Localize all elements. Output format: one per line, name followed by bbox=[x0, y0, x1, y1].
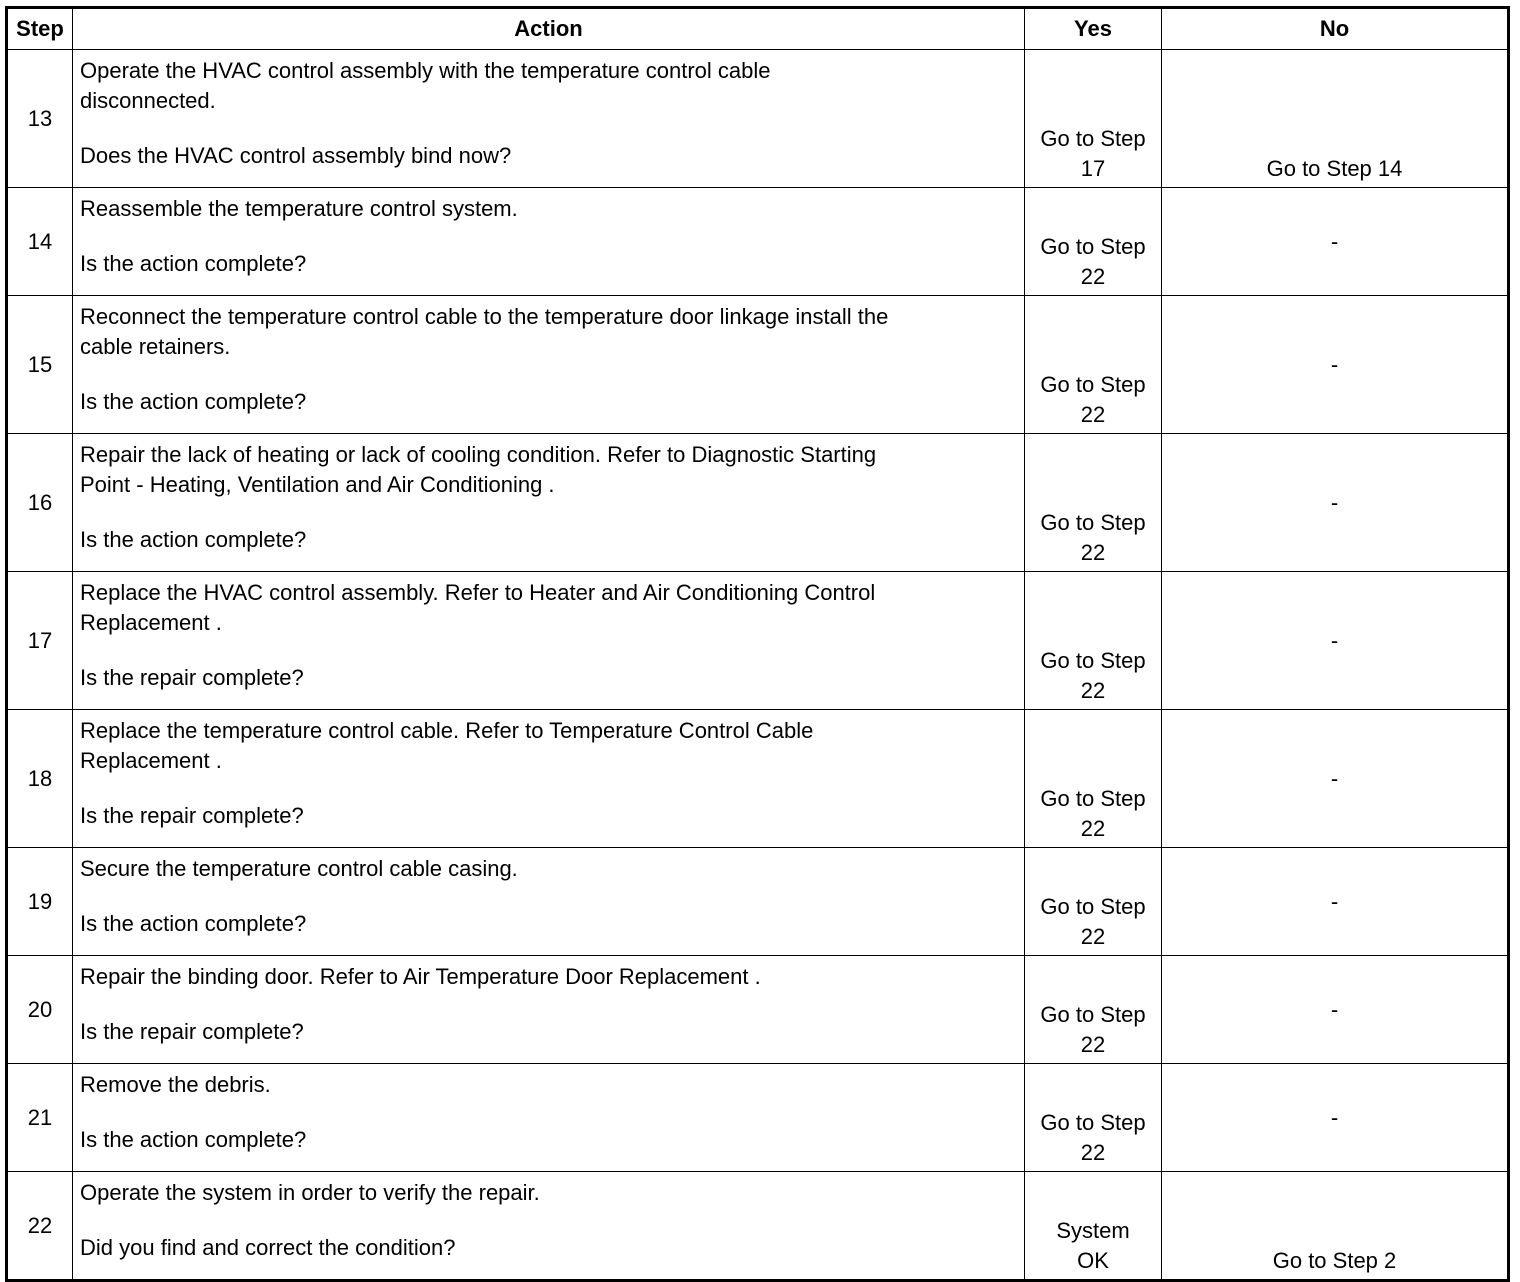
action-question: Is the action complete? bbox=[80, 911, 307, 936]
action-question: Is the repair complete? bbox=[80, 803, 304, 828]
step-number: 18 bbox=[7, 710, 73, 848]
action-instruction: Remove the debris. bbox=[80, 1072, 271, 1097]
action-instruction: Operate the system in order to verify the repair. bbox=[80, 1180, 540, 1205]
action-cell bbox=[73, 1172, 1025, 1281]
yes-cell bbox=[1025, 1172, 1162, 1281]
no-cell: - bbox=[1162, 572, 1509, 710]
no-cell: - bbox=[1162, 710, 1509, 848]
action-cell bbox=[73, 434, 1025, 572]
yes-target: 22 bbox=[1080, 924, 1106, 949]
header-no: No bbox=[1162, 8, 1509, 50]
yes-target: 22 bbox=[1080, 678, 1106, 703]
no-cell: Go to Step 14 bbox=[1162, 50, 1509, 188]
action-instruction: Reconnect the temperature control cable to the temperature door linkage install the cable retainers. bbox=[80, 304, 889, 359]
no-cell: - bbox=[1162, 434, 1509, 572]
table-row bbox=[7, 572, 1509, 710]
yes-label: Go to Step bbox=[1040, 234, 1146, 259]
action-question: Is the repair complete? bbox=[80, 1019, 304, 1044]
no-cell: - bbox=[1162, 1064, 1509, 1172]
yes-target: 22 bbox=[1080, 1032, 1106, 1057]
table-row bbox=[7, 1172, 1509, 1281]
table-row bbox=[7, 710, 1509, 848]
action-question: Did you find and correct the condition? bbox=[80, 1235, 456, 1260]
yes-cell bbox=[1025, 296, 1162, 434]
step-number: 13 bbox=[7, 50, 73, 188]
yes-cell bbox=[1025, 434, 1162, 572]
yes-target: 17 bbox=[1080, 156, 1106, 181]
yes-label: Go to Step bbox=[1040, 1002, 1146, 1027]
yes-cell bbox=[1025, 50, 1162, 188]
yes-target: 22 bbox=[1080, 264, 1106, 289]
yes-cell bbox=[1025, 188, 1162, 296]
action-instruction: Secure the temperature control cable casing. bbox=[80, 856, 518, 881]
step-number: 20 bbox=[7, 956, 73, 1064]
no-cell: - bbox=[1162, 848, 1509, 956]
table-row bbox=[7, 956, 1509, 1064]
yes-target: 22 bbox=[1080, 1140, 1106, 1165]
yes-label: Go to Step bbox=[1040, 1110, 1146, 1135]
table-row bbox=[7, 50, 1509, 188]
step-number: 17 bbox=[7, 572, 73, 710]
action-question: Is the repair complete? bbox=[80, 665, 304, 690]
table-row bbox=[7, 1064, 1509, 1172]
yes-label: Go to Step bbox=[1040, 372, 1146, 397]
action-cell bbox=[73, 710, 1025, 848]
table-row bbox=[7, 434, 1509, 572]
action-cell bbox=[73, 50, 1025, 188]
step-number: 22 bbox=[7, 1172, 73, 1281]
yes-target: 22 bbox=[1080, 402, 1106, 427]
action-cell bbox=[73, 296, 1025, 434]
yes-cell bbox=[1025, 848, 1162, 956]
yes-label: Go to Step bbox=[1040, 894, 1146, 919]
table-row bbox=[7, 188, 1509, 296]
yes-target: OK bbox=[1077, 1248, 1109, 1273]
action-question: Is the action complete? bbox=[80, 251, 307, 276]
step-number: 21 bbox=[7, 1064, 73, 1172]
header-action: Action bbox=[73, 8, 1025, 50]
yes-cell bbox=[1025, 710, 1162, 848]
action-question: Is the action complete? bbox=[80, 389, 307, 414]
action-instruction: Replace the temperature control cable. Refer to Temperature Control Cable Replacement . bbox=[80, 718, 814, 773]
action-cell bbox=[73, 956, 1025, 1064]
yes-cell bbox=[1025, 572, 1162, 710]
table-row bbox=[7, 296, 1509, 434]
no-cell: Go to Step 2 bbox=[1162, 1172, 1509, 1281]
action-question: Is the action complete? bbox=[80, 527, 307, 552]
no-cell: - bbox=[1162, 956, 1509, 1064]
header-yes: Yes bbox=[1025, 8, 1162, 50]
step-number: 14 bbox=[7, 188, 73, 296]
action-instruction: Replace the HVAC control assembly. Refer to Heater and Air Conditioning Control Replacement . bbox=[80, 580, 876, 635]
action-cell bbox=[73, 848, 1025, 956]
diagnostic-table bbox=[5, 6, 1510, 1282]
yes-label: System bbox=[1056, 1218, 1130, 1243]
no-cell: - bbox=[1162, 188, 1509, 296]
yes-label: Go to Step bbox=[1040, 510, 1146, 535]
action-cell bbox=[73, 188, 1025, 296]
action-instruction: Reassemble the temperature control system. bbox=[80, 196, 518, 221]
yes-label: Go to Step bbox=[1040, 648, 1146, 673]
action-instruction: Repair the binding door. Refer to Air Temperature Door Replacement . bbox=[80, 964, 761, 989]
step-number: 19 bbox=[7, 848, 73, 956]
yes-target: 22 bbox=[1080, 816, 1106, 841]
yes-cell bbox=[1025, 956, 1162, 1064]
yes-target: 22 bbox=[1080, 540, 1106, 565]
table-row bbox=[7, 848, 1509, 956]
yes-label: Go to Step bbox=[1040, 786, 1146, 811]
step-number: 16 bbox=[7, 434, 73, 572]
step-number: 15 bbox=[7, 296, 73, 434]
action-question: Is the action complete? bbox=[80, 1127, 307, 1152]
yes-cell bbox=[1025, 1064, 1162, 1172]
header-row bbox=[7, 8, 1509, 50]
action-cell bbox=[73, 1064, 1025, 1172]
header-step: Step bbox=[7, 8, 73, 50]
yes-label: Go to Step bbox=[1040, 126, 1146, 151]
action-question: Does the HVAC control assembly bind now? bbox=[80, 143, 512, 168]
no-cell: - bbox=[1162, 296, 1509, 434]
action-cell bbox=[73, 572, 1025, 710]
action-instruction: Operate the HVAC control assembly with the temperature control cable disconnected. bbox=[80, 58, 771, 113]
action-instruction: Repair the lack of heating or lack of cooling condition. Refer to Diagnostic Starting Point - Heating, Ventilation and Air Conditioning . bbox=[80, 442, 877, 497]
